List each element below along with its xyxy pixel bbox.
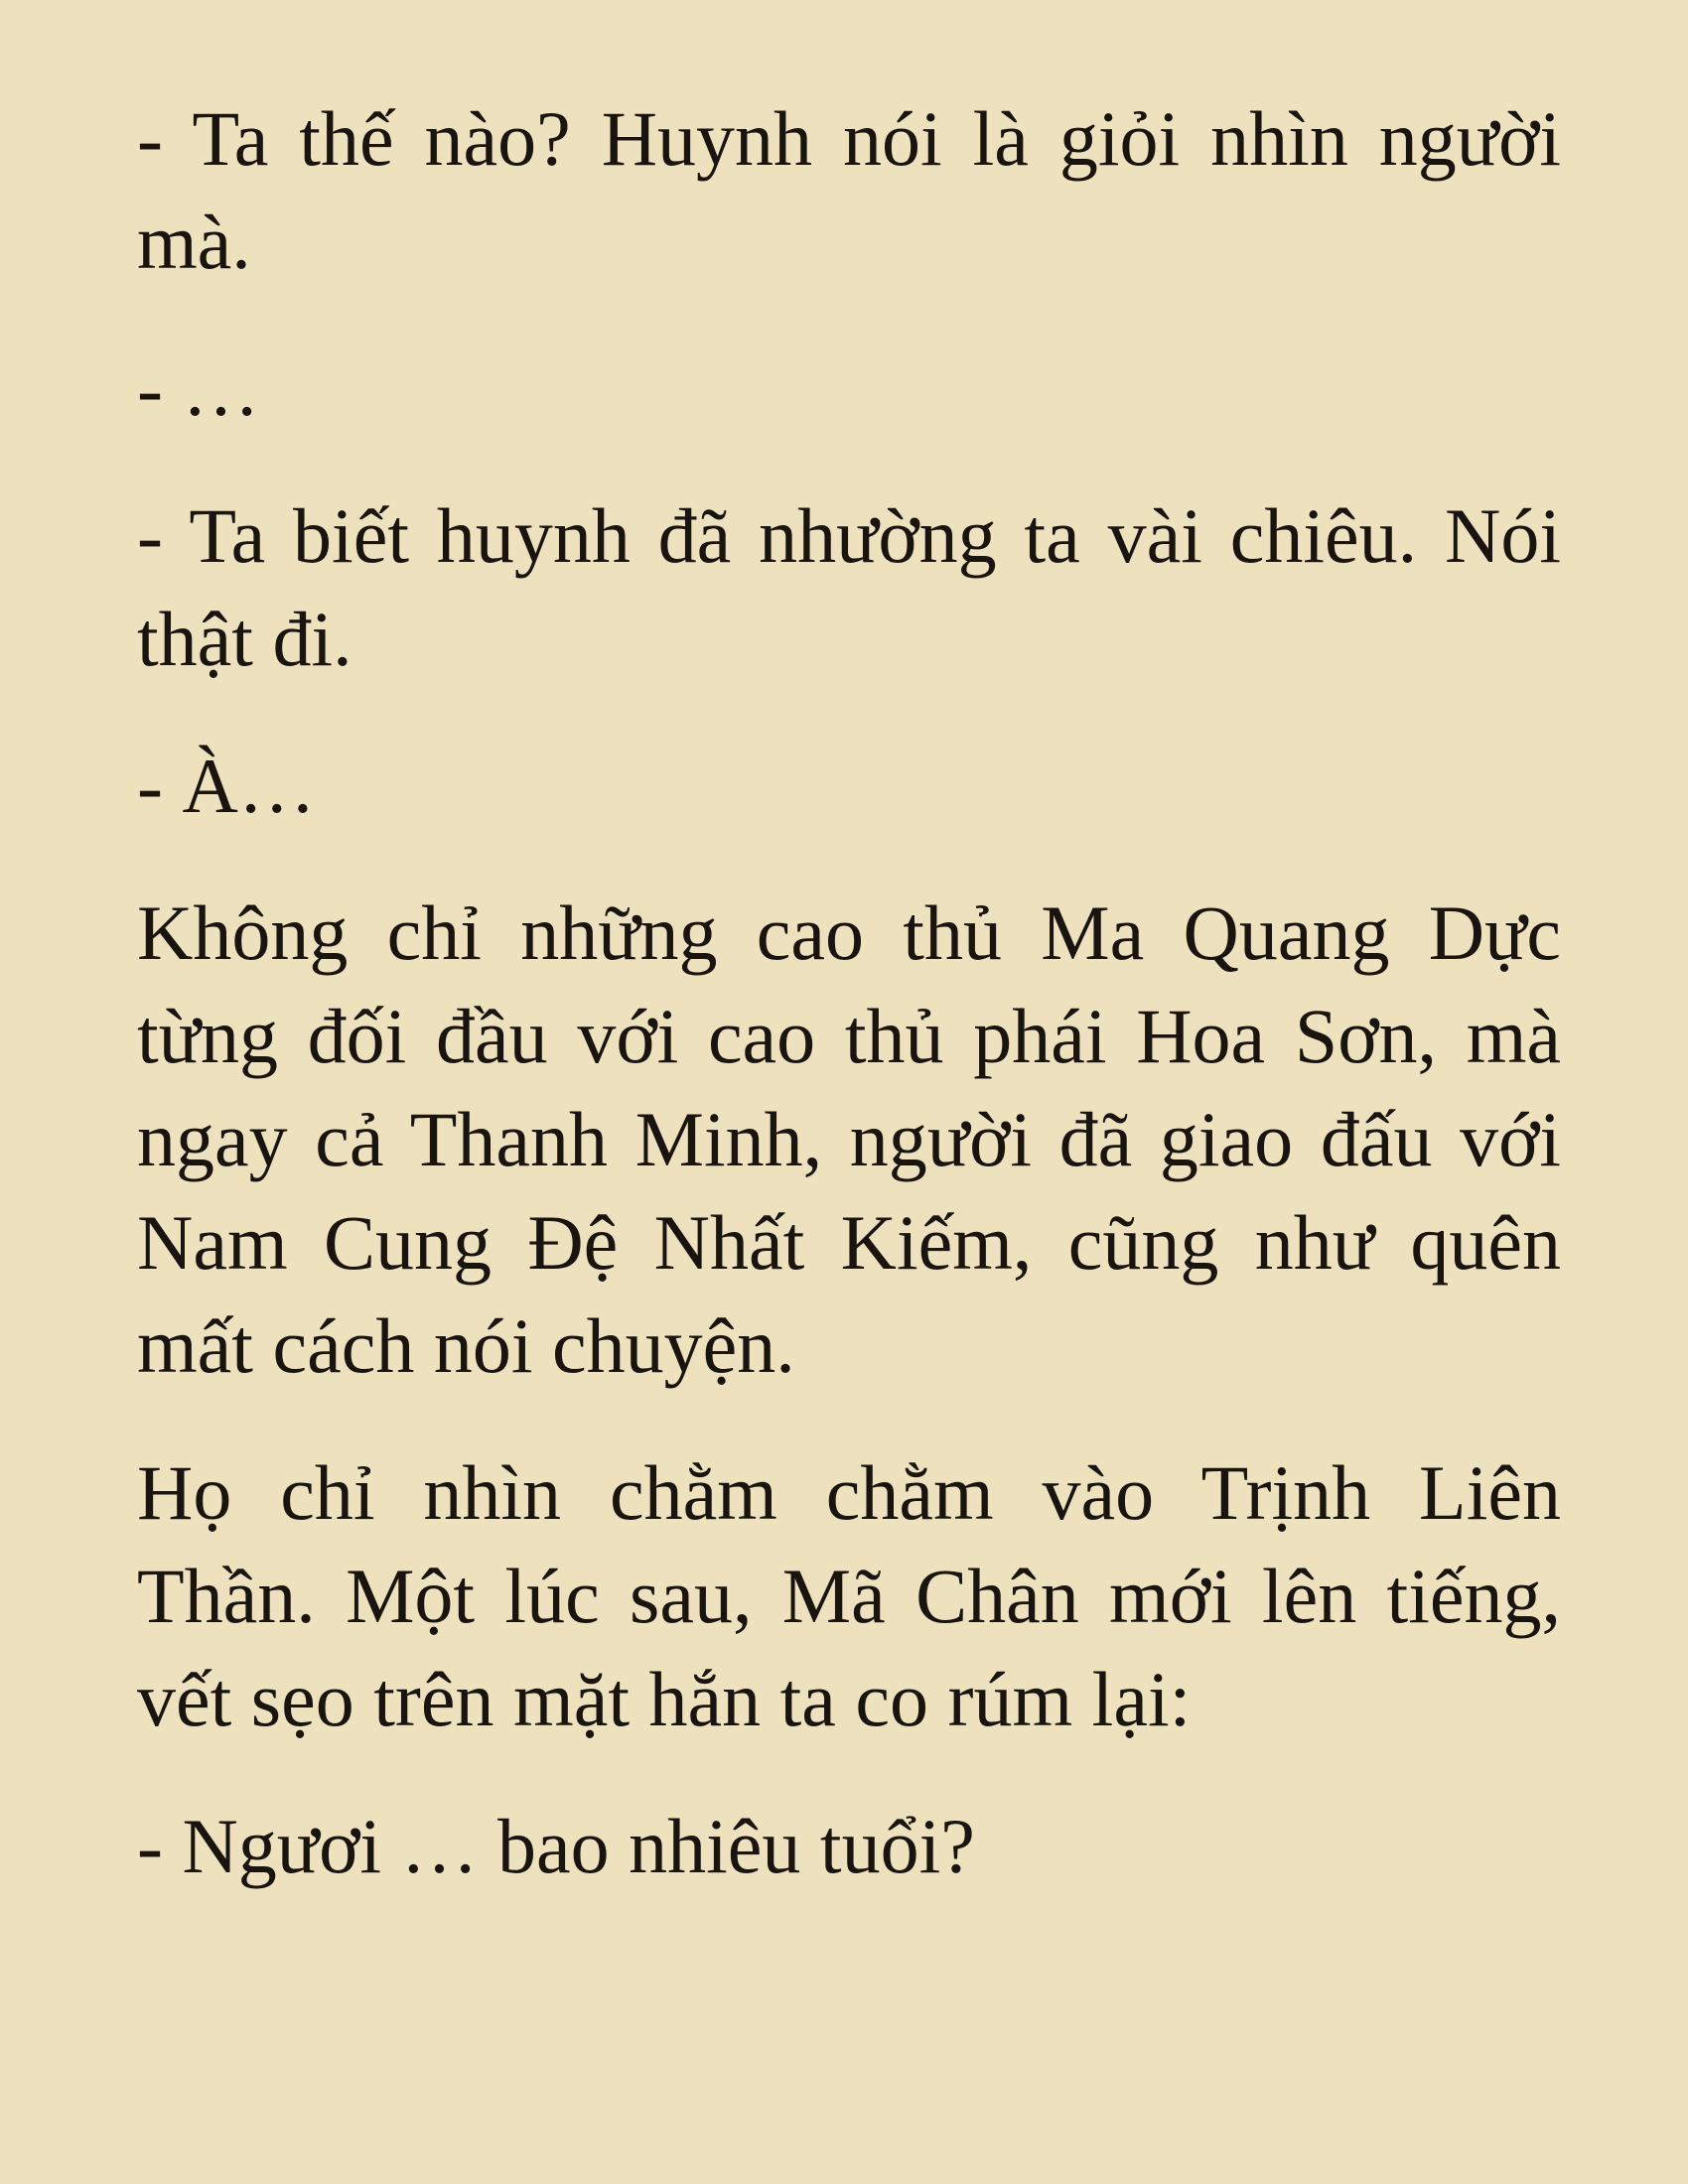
text-line: ngay cả Thanh Minh, người đã giao đấu với <box>137 1096 1561 1182</box>
text-page <box>137 87 1561 2184</box>
dialogue-paragraph <box>137 1795 1561 1898</box>
narration-paragraph <box>137 1441 1561 1751</box>
text-line: mất cách nói chuyện. <box>137 1302 795 1389</box>
text-line: từng đối đầu với cao thủ phái Hoa Sơn, mà <box>137 993 1561 1079</box>
dialogue-paragraph <box>137 735 1561 838</box>
text-line: Không chỉ những cao thủ Ma Quang Dực <box>137 889 1561 976</box>
text-line: thật đi. <box>137 596 352 682</box>
text-line: - Ngươi … bao nhiêu tuổi? <box>137 1803 975 1889</box>
text-line: Họ chỉ nhìn chằm chằm vào Trịnh Liên <box>137 1449 1561 1536</box>
text-line: - Ta thế nào? Huynh nói là giỏi nhìn người <box>137 95 1561 182</box>
text-line: - À… <box>137 743 316 829</box>
text-line: Nam Cung Đệ Nhất Kiếm, cũng như quên <box>137 1199 1561 1286</box>
text-line: - Ta biết huynh đã nhường ta vài chiêu. Nói <box>137 492 1561 579</box>
dialogue-paragraph <box>137 87 1561 294</box>
text-line: - … <box>137 345 260 432</box>
text-line: mà. <box>137 199 251 285</box>
dialogue-paragraph <box>137 484 1561 691</box>
text-line: vết sẹo trên mặt hắn ta co rúm lại: <box>137 1656 1192 1742</box>
dialogue-paragraph <box>137 338 1561 441</box>
narration-paragraph <box>137 882 1561 1398</box>
text-line: Thần. Một lúc sau, Mã Chân mới lên tiếng, <box>137 1553 1561 1639</box>
